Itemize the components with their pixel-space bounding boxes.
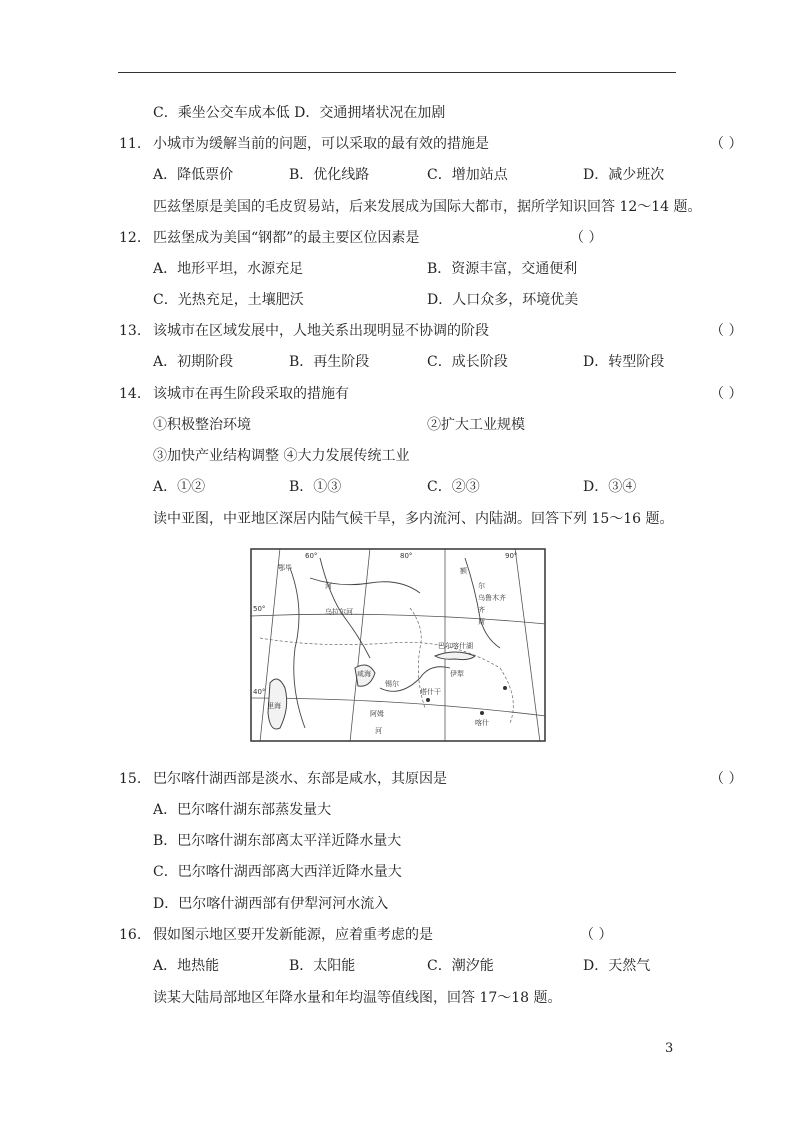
q12-option-d: D．人口众多，环境优美	[427, 292, 579, 308]
q11-option-d: D．减少班次	[583, 167, 665, 183]
q15-option-d: D．巴尔喀什湖西部有伊犁河河水流入	[153, 896, 389, 912]
map-lon-80: 80°	[400, 552, 413, 560]
tashkent-dot	[426, 698, 430, 702]
map-lon-60: 60°	[305, 552, 318, 560]
q12-answer-paren: （ ）	[570, 230, 603, 246]
map-label-tashkent: 塔什干	[420, 688, 441, 696]
kashgar-dot	[480, 711, 484, 715]
q15-option-a: A．巴尔喀什湖东部蒸发量大	[153, 802, 332, 818]
map-label-aral: 咸海	[357, 670, 371, 678]
q16-option-a: A．地热能	[153, 958, 220, 974]
map-label-ural: 乌拉尔河	[325, 608, 353, 616]
q10-options-line: C．乘坐公交车成本低 D．交通拥堵状况在加剧	[153, 105, 446, 121]
map-lat-40: 40°	[253, 688, 266, 696]
q12-stem: 匹兹堡成为美国“钢都”的最主要区位因素是	[153, 230, 420, 246]
q16-option-d: D．天然气	[583, 958, 651, 974]
q13-option-c: C．成长阶段	[427, 354, 508, 370]
q16-stem: 假如图示地区要开发新能源，应着重考虑的是	[153, 927, 433, 943]
q12-option-b: B．资源丰富，交通便利	[427, 261, 578, 277]
q16-option-b: B．太阳能	[289, 958, 356, 974]
q13-option-a: A．初期阶段	[153, 354, 234, 370]
map-label-ili: 伊犁	[450, 670, 464, 678]
map-lat-50: 50°	[253, 605, 266, 613]
intro-17-18: 读某大陆局部地区年降水量和年均温等值线图，回答 17～18 题。	[153, 990, 562, 1006]
q16-number: 16.	[119, 927, 142, 943]
q11-option-a: A．降低票价	[153, 167, 234, 183]
q13-stem: 该城市在区域发展中，人地关系出现明显不协调的阶段	[153, 323, 489, 339]
intro-12-14: 匹兹堡原是美国的毛皮贸易站，后来发展成为国际大都市，据所学知识回答 12～14 题。	[153, 199, 702, 215]
q14-stem: 该城市在再生阶段采取的措施有	[153, 386, 349, 402]
q14-option-d: D．③④	[583, 479, 637, 495]
q13-number: 13.	[119, 323, 142, 339]
q14-item-2: ②扩大工业规模	[427, 417, 525, 433]
q11-option-b: B．优化线路	[289, 167, 370, 183]
q15-number: 15.	[119, 771, 142, 787]
q15-stem: 巴尔喀什湖西部是淡水、东部是咸水，其原因是	[153, 771, 447, 787]
q14-option-c: C．②③	[427, 479, 480, 495]
map-label-balkhash: 巴尔喀什湖	[438, 642, 473, 650]
q13-option-d: D．转型阶段	[583, 354, 665, 370]
map-label-er: 尔	[478, 582, 485, 590]
q16-answer-paren: （ ）	[580, 927, 613, 943]
q15-answer-paren: （ ）	[710, 771, 743, 787]
q15-option-c: C．巴尔喀什湖西部离大西洋近降水量大	[153, 864, 402, 880]
map-label-si: 斯	[478, 618, 485, 626]
q11-answer-paren: （ ）	[710, 136, 743, 152]
q13-option-b: B．再生阶段	[289, 354, 370, 370]
page-number: 3	[665, 1041, 674, 1056]
q11-stem: 小城市为缓解当前的问题，可以采取的最有效的措施是	[153, 136, 489, 152]
map-label-irt: 额	[460, 567, 467, 575]
q12-number: 12.	[119, 230, 142, 246]
map-label-amu: 阿姆	[370, 710, 384, 718]
map-label-caspian: 里海	[267, 702, 281, 710]
map-label-syr: 锡尔	[385, 680, 399, 688]
q16-option-c: C．潮汐能	[427, 958, 494, 974]
central-asia-map	[250, 548, 546, 742]
q14-option-b: B．①③	[289, 479, 342, 495]
map-label-urumqi: 乌鲁木齐	[478, 594, 506, 602]
map-label-river2: 河	[375, 727, 382, 735]
q15-option-b: B．巴尔喀什湖东部离太平洋近降水量大	[153, 833, 402, 849]
q11-number: 11.	[119, 136, 142, 152]
q12-option-a: A．地形平坦，水源充足	[153, 261, 304, 277]
q14-option-a: A．①②	[153, 479, 206, 495]
q14-answer-paren: （ ）	[710, 386, 743, 402]
map-lon-90: 90°	[505, 552, 518, 560]
q13-answer-paren: （ ）	[710, 323, 743, 339]
map-label-kashgar: 喀什	[475, 719, 489, 727]
map-label-qi: 齐	[478, 606, 485, 614]
q14-item-1: ①积极整治环境	[153, 417, 251, 433]
map-label-ob: 鄂毕	[278, 564, 292, 572]
header-rule	[118, 72, 676, 73]
urumqi-dot	[503, 686, 507, 690]
q11-option-c: C．增加站点	[427, 167, 508, 183]
intro-15-16: 读中亚图，中亚地区深居内陆气候干旱，多内流河、内陆湖。回答下列 15～16 题。	[153, 511, 674, 527]
q14-number: 14.	[119, 386, 142, 402]
q14-items-3-4: ③加快产业结构调整 ④大力发展传统工业	[153, 448, 410, 464]
q12-option-c: C．光热充足，土壤肥沃	[153, 292, 304, 308]
map-label-river1: 河	[325, 582, 332, 590]
